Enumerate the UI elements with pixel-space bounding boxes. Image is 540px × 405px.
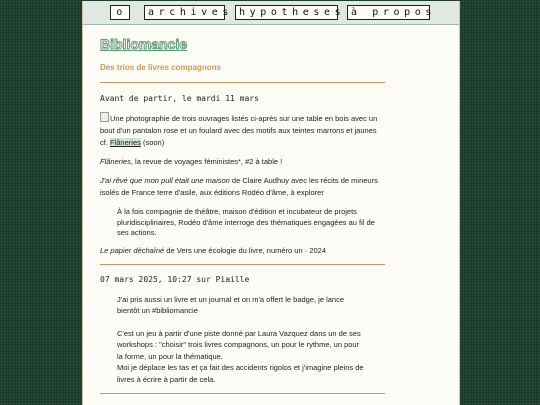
cf-prefix: cf. bbox=[100, 138, 108, 147]
image-alt-text: Une photographie de trois ouvrages listés ci-après sur une table en bois avec un bout d'un pantalon rose et un foulard avec des motifs aux teintes marrons et jaunes bbox=[100, 114, 378, 135]
book-description: de Vers une écologie du livre, numéro un · 2024 bbox=[164, 245, 326, 255]
divider bbox=[100, 264, 385, 265]
book-title: Flâneries bbox=[100, 157, 131, 166]
post-date: 07 mars 2025, 10:27 sur Piaille bbox=[100, 274, 250, 284]
flaneries-link[interactable]: Flâneries bbox=[110, 138, 141, 147]
cf-suffix: (soon) bbox=[142, 138, 165, 147]
nav-a-propos-link[interactable]: à propos bbox=[347, 5, 430, 20]
nav-archives-link[interactable]: archives bbox=[144, 5, 225, 20]
top-nav bbox=[83, 1, 459, 25]
book-title: J'ai rêvé que mon pull était une maison bbox=[100, 176, 230, 185]
site-title[interactable]: Bibliomancie bbox=[100, 36, 188, 52]
image-caption bbox=[100, 112, 385, 149]
book-2 bbox=[100, 175, 385, 199]
divider bbox=[100, 82, 385, 83]
post-date: Avant de partir, le mardi 11 mars bbox=[100, 94, 259, 103]
post-1 bbox=[100, 93, 385, 257]
publisher-quote: À la fois compagnie de théâtre, maison d'édition et incubateur de projets pluridisciplinaires, Rodéo d'âme interroge des thématiques engagées au fil de ses actions. bbox=[117, 207, 375, 237]
book-description: de Claire Audhuy avec les récits de mineurs isolés de France terre d'asile, aux éditions Rodéo d'âme, à explorer bbox=[100, 176, 378, 197]
book-1 bbox=[100, 156, 385, 168]
site-subtitle: Des trios de livres compagnons bbox=[100, 63, 221, 72]
post-2 bbox=[100, 274, 385, 386]
quote-paragraph: Moi je déplace les tas et ça fait des accidents rigolos et j'imagine pleins de livres à écrire à partir de cela. bbox=[117, 363, 364, 384]
book-description: , la revue de voyages féministes*, #2 à table ! bbox=[130, 157, 283, 166]
broken-image-icon bbox=[100, 112, 109, 122]
book-title: Le papier déchaîné bbox=[100, 245, 165, 255]
nav-hypotheses-link[interactable]: hypotheses bbox=[235, 5, 338, 20]
main-content bbox=[100, 35, 385, 394]
nav-home-link[interactable]: o bbox=[110, 5, 130, 20]
quote-paragraph: C'est un jeu à partir d'une piste donné par Laura Vazquez dans un de ses workshops : "choisir" trois livres compagnons, un pour le rythme, un pour la forme, un pour la thématique. bbox=[117, 328, 361, 361]
page bbox=[82, 1, 460, 405]
divider bbox=[100, 393, 385, 394]
quote-paragraph: J'ai pris aussi un livre et un journal et on m'a offert le badge, je lance bientôt un #bibliomancie bbox=[117, 294, 345, 315]
book-3 bbox=[100, 245, 385, 257]
